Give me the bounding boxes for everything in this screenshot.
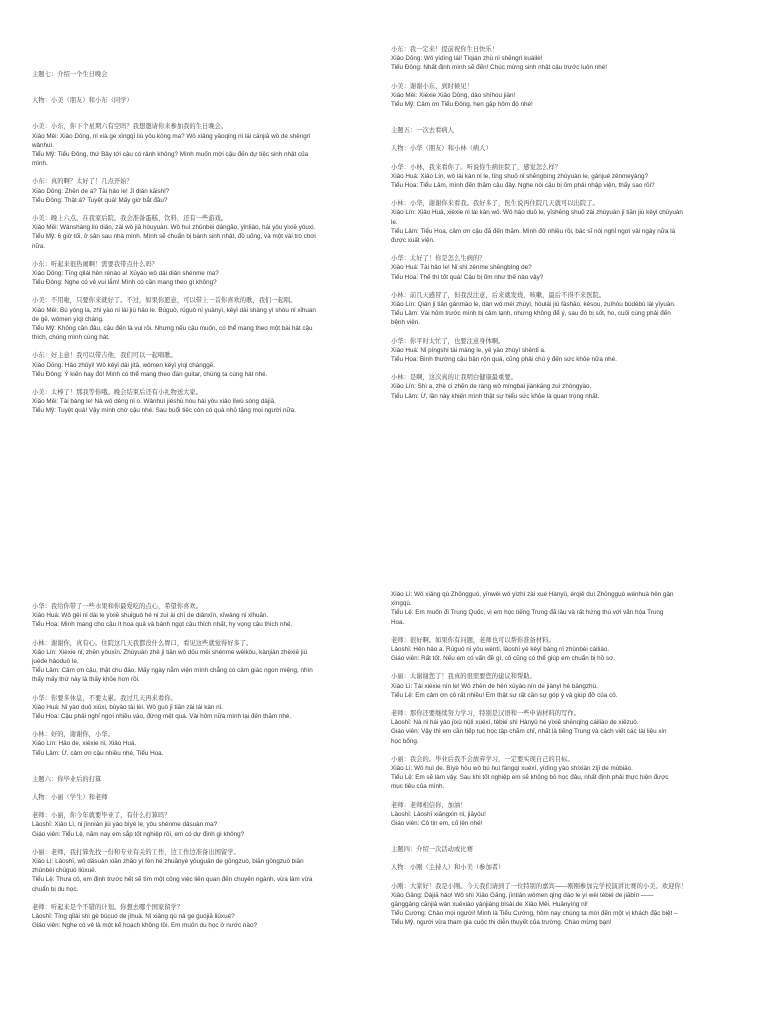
spacer	[391, 627, 721, 636]
text-line: Xiǎo Huá: Xiǎo Lín, wǒ lái kàn nǐ le, tīng shuō nǐ shēngbìng zhùyuàn le, gǎnjué zěnmeyàng?	[391, 172, 648, 180]
text-line: Tiểu Lệ: Thưa cô, em định trước hết sẽ tìm một công việc liên quan đến chuyên ngành, vừa làm vừa	[32, 876, 313, 884]
spacer	[391, 828, 721, 845]
text-line: 小林：谢谢你，真有心。住院这几天我都没什么胃口，看见这些就觉得好多了。	[32, 639, 253, 647]
text-line: Xiǎo Lì: Wǒ xiǎng qù Zhōngguó, yīnwèi wǒ yìzhí zài xué Hànyǔ, érqiě duì Zhōngguó wénhuà hěn gǎn	[391, 591, 674, 598]
text-line: Xiǎo Gāng: Dàjiā hǎo! Wǒ shì Xiǎo Gāng, jīntiān wǒmen qǐng dào le yí wèi tèbié de jiābīn ——	[391, 891, 654, 899]
text-line: Xiǎo Lín: Shì a, zhè cì zhēn de ràng wǒ míngbai jiànkāng zuì zhòngyào.	[391, 383, 592, 391]
text-block	[32, 388, 362, 416]
text-line: 小美：小东，你下个星期六有空吗？我想邀请你来参加我的生日晚会。	[32, 123, 228, 131]
spacer	[32, 894, 362, 903]
text-block	[391, 863, 721, 872]
spacer	[32, 205, 362, 214]
text-line: 小林：前几天感冒了，但我没注意，后来就发烧、咳嗽，最后不得不来医院。	[391, 291, 606, 299]
page-top-right	[391, 45, 721, 401]
text-line: Tiểu Mỹ: Tiểu Đông, thứ Bảy tới cậu có rảnh không? Mình muốn mời cậu đến dự tiệc sinh nhật của	[32, 151, 309, 159]
text-line: thích, chúng mình cùng hát.	[32, 334, 110, 342]
text-line: 老师：听起来是个不错的计划。你想去哪个国家留学？	[32, 903, 184, 911]
spacer	[32, 721, 362, 730]
text-line: 小东：我一定来！提前祝你生日快乐！	[391, 46, 499, 53]
spacer	[391, 245, 721, 254]
spacer	[32, 287, 362, 296]
spacer	[391, 854, 721, 863]
text-block	[32, 775, 362, 784]
text-line: Tiểu Lệ: Em sẽ làm vậy. Sau khi tốt nghiệp em sẽ không bỏ học đâu, nhất định phải thực hiện được	[391, 774, 669, 782]
text-line: Xiǎo Měi: Xièxie Xiǎo Dōng, dào shíhou jiàn!	[391, 91, 516, 99]
text-line: 人物：小华（朋友）和小林（病人）	[391, 145, 492, 153]
text-line: Xiǎo Dōng: Wǒ yídìng lái! Tíqián zhù nǐ shēngrì kuàilè!	[391, 55, 543, 63]
text-line: zhǔnbèi chūguó liúxué.	[32, 867, 97, 875]
text-block	[32, 122, 362, 168]
text-line: 人物：小刚（主持人）和小美（参加者）	[391, 864, 505, 872]
text-block	[391, 882, 721, 928]
text-block	[32, 351, 362, 379]
text-line: 小美：不用啦，只要你来就好了。不过，如果你愿意，可以带上一首你喜欢的歌，我们一起唱。	[32, 297, 297, 305]
spacer	[391, 663, 721, 672]
text-line: 主题七：介绍一个生日晚会	[32, 71, 108, 78]
text-block	[32, 177, 362, 205]
text-line: Giáo viên: Cô tin em, cố lên nhé!	[391, 820, 483, 828]
text-line: 小东：听起来很热闹啊！需要我带点什么吗？	[32, 260, 158, 268]
text-block	[391, 755, 721, 792]
text-line: de gē, wǒmen yìqǐ chàng.	[32, 315, 104, 323]
text-line: 小华：你要多休息，不要太累。我过几天再来看你。	[32, 694, 177, 702]
spacer	[391, 873, 721, 882]
text-block	[391, 636, 721, 664]
text-line: 小丽：太谢谢您了！我真的很需要您的建议和帮助。	[391, 673, 536, 681]
spacer	[391, 746, 721, 755]
text-block	[32, 848, 362, 894]
text-line: 人物：小美（朋友）和小东（同学）	[32, 97, 133, 105]
text-block	[32, 260, 362, 288]
text-line: Tiểu Mỹ: Cảm ơn Tiểu Đông, hẹn gặp hôm đó nhé!	[391, 101, 533, 109]
text-line: Tiểu Mỹ, người vừa tham gia cuộc thi diễn thuyết của trường. Chào mừng bạn!	[391, 919, 612, 927]
text-line: xìngqù.	[391, 600, 412, 608]
text-line: Tiểu Cường: Chào mọi người! Mình là Tiểu Cường, hôm nay chúng ta mời đến một vị khách đặc biệt –	[391, 910, 678, 918]
text-block	[391, 709, 721, 746]
text-block	[391, 45, 721, 73]
text-line: 小华：你平时太忙了，也要注意身体啊。	[391, 337, 505, 345]
text-line: Tiểu Mỹ: 6 giờ tối, ở sân sau nhà mình. Mình sẽ chuẩn bị bánh sinh nhật, đồ uống, và một vài trò chơi	[32, 233, 316, 241]
spacer	[32, 758, 362, 775]
text-line: Tiểu Hoa: Tiểu Lâm, mình đến thăm cậu đây. Nghe nói cậu bị ốm phải nhập viện, thấy sao rồi?	[391, 182, 655, 190]
text-line: Tiểu Lâm: Ừ, lần này khiến mình thật sự hiểu sức khỏe là quan trọng nhất.	[391, 392, 600, 400]
text-line: Tiểu Hoa: Cậu phải nghỉ ngơi nhiều vào, đừng mệt quá. Vài hôm nữa mình lại đến thăm nhé.	[32, 713, 292, 721]
spacer	[391, 154, 721, 163]
text-block	[32, 639, 362, 685]
text-line: le.	[391, 218, 398, 226]
text-line: 小林：是啊，这次真的让我明白健康最重要。	[391, 374, 517, 382]
text-line: 小刚：大家好！我是小刚。今天我们请到了一位特别的嘉宾——刚刚参加完学校演讲比赛的小美。欢迎你！	[391, 882, 687, 890]
text-line: Tiểu Lâm: Cảm ơn cậu, thật chu đáo. Mấy ngày nằm viện mình chẳng có cảm giác ngon miệng, nhìn	[32, 667, 313, 675]
text-line: Xiǎo Lì: Tài xièxie nín le! Wǒ zhēn de hěn xūyào nín de jiànyì hé bāngzhù.	[391, 682, 598, 690]
text-block	[32, 811, 362, 839]
spacer	[391, 792, 721, 801]
text-line: Giáo viên: Rất tốt. Nếu em có vấn đề gì, cô cũng có thể giúp em chuẩn bị hồ sơ.	[391, 655, 615, 663]
text-line: Lǎoshī: Hěn hǎo a. Rúguǒ nǐ yǒu wèntí, lǎoshī yě kěyǐ bāng nǐ zhǔnbèi cáiliào.	[391, 646, 610, 654]
text-line: Giáo viên: Nghe có vẻ là một kế hoạch không tồi. Em muốn du học ở nước nào?	[32, 922, 257, 930]
text-line: Tiểu Đông: Thật á? Tuyệt quá! Mấy giờ bắt đầu?	[32, 196, 168, 204]
text-line: Tiểu Mỹ: Không cần đâu, cậu đến là vui rồi. Nhưng nếu cậu muốn, có thể mang theo một bài hát cậu	[32, 325, 313, 333]
text-line: juéde hǎoduō le.	[32, 658, 79, 666]
spacer	[32, 839, 362, 848]
text-line: 小美：太棒了！那我等你哦。晚会结束后还有小礼物送大家。	[32, 389, 203, 397]
text-line: Giáo viên: Vậy thì em cần tiếp tục học tập chăm chỉ, nhất là tiếng Trung và cách viết các tài liệu xin	[391, 728, 667, 736]
text-block	[391, 254, 721, 282]
text-block	[391, 199, 721, 245]
text-line: 老师：很好啊。如果你有问题，老师也可以帮你准备材料。	[391, 636, 555, 644]
text-line: 老师：老师相信你，加油！	[391, 801, 467, 809]
text-line: 小东：真的啊？太好了！几点开始？	[32, 178, 133, 186]
text-line: Xiǎo Měi: Wǎnshàng liù diǎn, zài wǒ jiā hòuyuàn. Wǒ huì zhǔnbèi dàngāo, yǐnliào, hái yǒu yìxiē yóuxì.	[32, 224, 316, 232]
text-line: Lǎoshī: Xiǎo Lì, nǐ jīnnián jiù yào bìyè le, yǒu shénme dǎsuàn ma?	[32, 821, 218, 829]
text-line: 小华：我给你带了一些水果和你最爱吃的点心，希望你喜欢。	[32, 603, 203, 610]
text-line: wǎnhuì.	[32, 141, 55, 149]
text-block	[391, 373, 721, 401]
spacer	[32, 251, 362, 260]
spacer	[391, 73, 721, 82]
text-line: Xiǎo Měi: Xiǎo Dōng, nǐ xià ge xīngqī liù yǒu kòng ma? Wǒ xiǎng yāoqǐng nǐ lái cānjiā wǒ de shēngrì	[32, 132, 311, 140]
text-line: được xuất viện.	[391, 237, 435, 245]
text-block	[391, 590, 721, 627]
spacer	[391, 364, 721, 373]
text-block	[391, 672, 721, 700]
text-block	[32, 793, 362, 802]
text-line: Tiểu Lâm: Ừ, cảm ơn cậu nhiều nhé, Tiểu Hoa.	[32, 749, 164, 757]
text-line: 小美：晚上六点。在我家后院。我会准备蛋糕、饮料，还有一些游戏。	[32, 215, 228, 223]
text-block	[391, 126, 721, 135]
text-line: Xiǎo Dōng: Tīng qǐlái hěn rènào a! Xūyào wǒ dài diǎn shénme ma?	[32, 270, 219, 278]
text-line: 小美：谢谢小东，到时候见！	[391, 82, 473, 90]
text-line: Xiǎo Dōng: Zhēn de a? Tài hǎo le! Jǐ diǎn kāishǐ?	[32, 187, 170, 195]
text-line: 小华：小林，我来看你了。听说你生病住院了，感觉怎么样？	[391, 163, 562, 171]
text-block	[32, 70, 362, 79]
spacer	[32, 802, 362, 811]
text-block	[391, 337, 721, 365]
text-block	[32, 296, 362, 342]
text-line: 老师：小丽，你今年就要毕业了，有什么打算吗？	[32, 812, 171, 820]
text-line: gānggāng cānjiā wán xuéxiào yǎnjiǎng bǐsài de Xiǎo Měi. Huānyíng nǐ!	[391, 901, 588, 909]
text-line: 主题四：介绍一次活动或比赛	[391, 846, 473, 854]
text-block	[391, 801, 721, 829]
text-line: Xiǎo Huá: Nǐ yào duō xiūxi, bùyào tài lèi. Wǒ guò jǐ tiān zài lái kàn nǐ.	[32, 703, 223, 711]
text-line: Xiǎo Lín: Xièxie nǐ, zhēn yǒuxīn. Zhùyuàn zhè jǐ tiān wǒ dōu méi shénme wèikǒu, kànjiàn zhèxiē jiù	[32, 648, 308, 656]
text-line: Hoa.	[391, 618, 405, 626]
text-line: Tiểu Đông: Ý kiến hay đó! Mình có thể mang theo đàn guitar, chúng ta cùng hát nhé.	[32, 370, 268, 378]
spacer	[391, 109, 721, 126]
text-line: 小林：小华，谢谢你来看我。我好多了，医生说再住院几天就可以出院了。	[391, 200, 599, 208]
spacer	[391, 135, 721, 144]
spacer	[32, 379, 362, 388]
text-line: Xiǎo Lín: Qián jǐ tiān gǎnmào le, dàn wǒ méi zhùyì, hòulái jiù fāshāo, késou, zuìhòu bùdébù lái yīyuàn.	[391, 301, 676, 309]
text-line: Xiǎo Lín: Xiǎo Huá, xièxie nǐ lái kàn wǒ. Wǒ hǎo duō le, yīshēng shuō zài zhùyuàn jǐ tiān jiù kěyǐ chūyuàn	[391, 209, 683, 217]
text-block	[32, 602, 362, 630]
text-line: 小丽：老师，我打算先找一份和专业有关的工作，边工作边准备出国留学。	[32, 848, 240, 856]
text-line: Tiểu Đông: Nhất định mình sẽ đến! Chúc mừng sinh nhật cậu trước luôn nhé!	[391, 64, 608, 72]
text-line: 小东：好主意！我可以带吉他，我们可以一起唱歌。	[32, 352, 177, 360]
text-line: Xiǎo Měi: Tài bàng le! Nà wǒ děng nǐ o. Wǎnhuì jiéshù hòu hái yǒu xiǎo lǐwù sòng dàjiā.	[32, 398, 276, 406]
text-line: 主题五：一次去看病人	[391, 127, 454, 135]
text-line: Tiểu Lâm: Vài hôm trước mình bị cảm lạnh, nhưng không để ý, sau đó bị sốt, ho, cuối cùng phải đến	[391, 310, 671, 318]
text-line: 主题六：你毕业后的打算	[32, 775, 102, 783]
text-line: Xiǎo Huá: Tài hǎo le! Nǐ shì zěnme shēngbìng de?	[391, 264, 532, 272]
text-block	[32, 903, 362, 931]
text-line: Xiǎo Lì: Wǒ huì de. Bìyè hòu wǒ bú huì fàngqì xuéxí, yídìng yào shíxiàn zìjǐ de mùbiāo.	[391, 765, 633, 773]
text-line: học bổng.	[391, 737, 419, 745]
page-top-left	[32, 70, 362, 416]
page-bottom-left	[32, 602, 362, 930]
spacer	[32, 79, 362, 96]
page-bottom-right	[391, 590, 721, 928]
text-line: Tiểu Mỹ: Tuyệt quá! Vậy mình chờ cậu nhé. Sau buổi tiệc còn có quà nhỏ tặng mọi người nữa.	[32, 407, 296, 415]
text-line: chuẩn bị du học.	[32, 885, 79, 893]
text-line: Xiǎo Dōng: Hǎo zhǔyi! Wǒ kěyǐ dài jítā, wǒmen kěyǐ yìqǐ chànggē.	[32, 361, 216, 369]
text-line: nữa.	[32, 242, 45, 250]
text-line: Tiểu Lâm: Tiểu Hoa, cảm ơn cậu đã đến thăm. Mình đỡ nhiều rồi, bác sĩ nói nghỉ ngơi vài ngày nữa là	[391, 227, 676, 235]
text-line: Xiǎo Huá: Nǐ píngshí tài máng le, yě yào zhùyì shēntǐ a.	[391, 346, 546, 354]
text-line: Tiểu Hoa: Mình mang cho cậu ít hoa quả và bánh ngọt cậu thích nhất, hy vọng cậu thích nhé.	[32, 621, 293, 629]
text-line: 小林：好的，谢谢你，小华。	[32, 731, 114, 739]
spacer	[32, 685, 362, 694]
text-line: mục tiêu của mình.	[391, 783, 445, 791]
spacer	[32, 105, 362, 122]
text-line: bệnh viện.	[391, 319, 421, 327]
text-line: 小华：太好了！你是怎么生病的？	[391, 255, 486, 263]
text-line: Tiểu Lệ: Em cảm ơn cô rất nhiều! Em thật sự rất cần sự góp ý và giúp đỡ của cô.	[391, 691, 618, 699]
text-block	[391, 845, 721, 854]
text-line: Lǎoshī: Lǎoshī xiāngxìn nǐ, jiāyóu!	[391, 810, 486, 818]
text-block	[391, 82, 721, 110]
text-line: Xiǎo Lì: Lǎoshī, wǒ dǎsuàn xiān zhǎo yí fèn hé zhuānyè yǒuguān de gōngzuò, biān gōngzuò biān	[32, 858, 304, 866]
text-line: Xiǎo Huá: Wǒ gěi nǐ dài le yìxiē shuǐguǒ hé nǐ zuì ài chī de diǎnxīn, xīwàng nǐ xǐhuān.	[32, 612, 269, 620]
text-line: Giáo viên: Tiểu Lệ, năm nay em sắp tốt nghiệp rồi, em có dự định gì không?	[32, 830, 245, 838]
spacer	[32, 342, 362, 351]
text-line: Xiǎo Měi: Bú yòng la, zhǐ yào nǐ lái jiù hǎo le. Búguò, rúguǒ nǐ yuànyì, kěyǐ dài shàng yì shǒu nǐ xǐhuan	[32, 306, 316, 314]
text-line: 小丽：我会的。毕业后我不会放弃学习，一定要实现自己的目标。	[391, 755, 574, 763]
spacer	[391, 700, 721, 709]
text-line: Lǎoshī: Tīng qǐlái shì gè búcuò de jìhuà. Nǐ xiǎng qù nǎ ge guójiā liúxué?	[32, 913, 235, 921]
spacer	[32, 784, 362, 793]
text-block	[391, 291, 721, 328]
text-line: thấy mấy thứ này là thấy khỏe hơn rồi.	[32, 676, 140, 684]
text-line: mình.	[32, 160, 48, 168]
text-line: 人物：小丽（学生）和老师	[32, 794, 108, 802]
spacer	[391, 190, 721, 199]
text-line: Tiểu Lệ: Em muốn đi Trung Quốc, vì em học tiếng Trung đã lâu và rất hứng thú với văn hóa Trung	[391, 609, 664, 617]
text-line: Tiểu Đông: Nghe có vẻ vui lắm! Mình có cần mang theo gì không?	[32, 279, 217, 287]
text-block	[391, 163, 721, 191]
text-line: Lǎoshī: Nà nǐ hái yào jìxù nǔlì xuéxí, tèbié shì Hànyǔ hé yìxiē shēnqǐng cáiliào de xiězuò.	[391, 719, 639, 727]
text-block	[32, 214, 362, 251]
text-block	[391, 144, 721, 153]
text-block	[32, 96, 362, 105]
text-line: 老师：那你还要继续努力学习，特别是汉语和一些申请材料的写作。	[391, 710, 580, 718]
spacer	[391, 328, 721, 337]
text-line: Xiǎo Lín: Hǎo de, xièxie nǐ, Xiǎo Huá.	[32, 740, 137, 748]
text-block	[32, 730, 362, 758]
text-line: Tiểu Hoa: Bình thường cậu bận rộn quá, cũng phải chú ý đến sức khỏe nữa nhé.	[391, 356, 617, 364]
spacer	[32, 630, 362, 639]
text-line: Tiểu Hoa: Thế thì tốt quá! Cậu bị ốm như thế nào vậy?	[391, 273, 544, 281]
spacer	[391, 282, 721, 291]
text-block	[32, 694, 362, 722]
spacer	[32, 168, 362, 177]
